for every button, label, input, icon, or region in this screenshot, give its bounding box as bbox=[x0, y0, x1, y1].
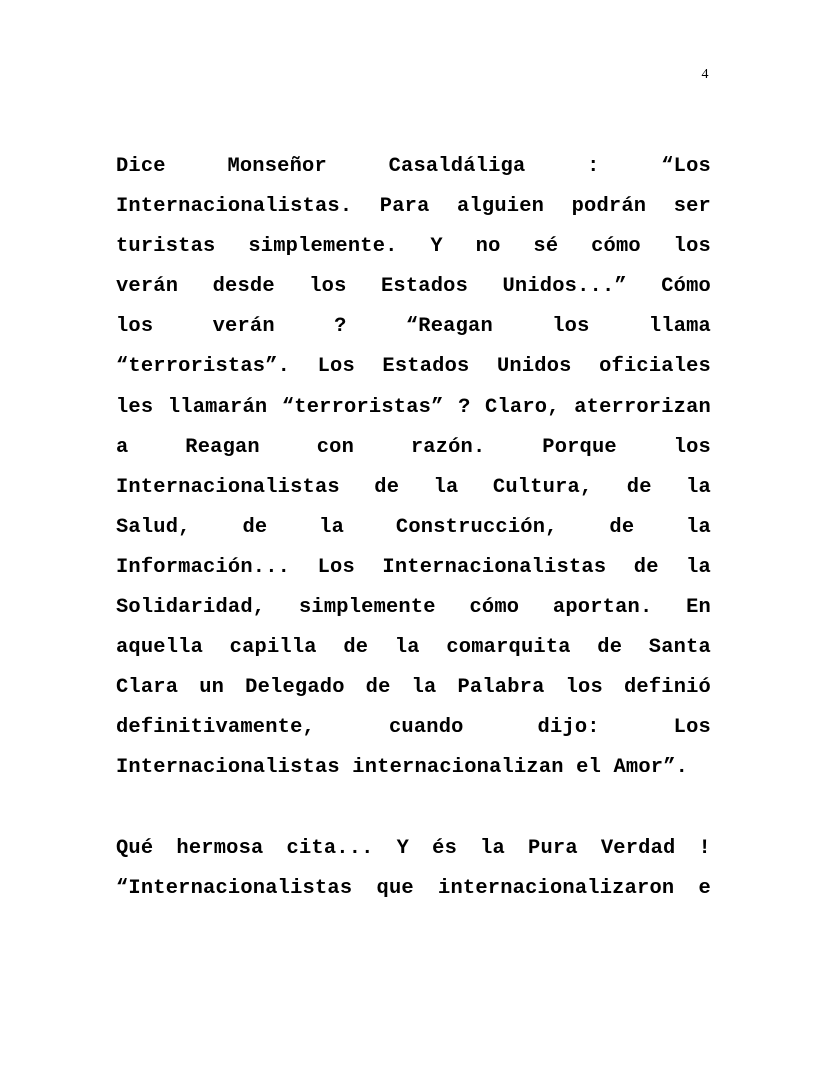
text-line: los verán ? “Reagan los llama bbox=[116, 315, 711, 339]
text-line: Salud, de la Construcción, de la bbox=[116, 515, 711, 539]
text-line: a Reagan con razón. Porque los bbox=[116, 435, 711, 459]
text-line: Clara un Delegado de la Palabra los definió bbox=[116, 676, 711, 700]
text-line: “terroristas”. Los Estados Unidos oficiales bbox=[116, 355, 711, 379]
paragraph-1 bbox=[116, 147, 711, 789]
page-number: 4 bbox=[701, 67, 709, 82]
text-line: Dice Monseñor Casaldáliga : “Los bbox=[116, 155, 711, 178]
text-line: aquella capilla de la comarquita de Santa bbox=[116, 636, 711, 660]
text-line: les llamarán “terroristas” ? Claro, aterrorizan bbox=[116, 395, 711, 419]
text-line: Internacionalistas internacionalizan el Amor”. bbox=[116, 756, 689, 780]
text-line: verán desde los Estados Unidos...” Cómo bbox=[116, 275, 711, 299]
text-line: Qué hermosa cita... Y és la Pura Verdad ! bbox=[116, 837, 711, 860]
text-line: Internacionalistas de la Cultura, de la bbox=[116, 475, 711, 499]
text-line: Internacionalistas. Para alguien podrán ser bbox=[116, 195, 711, 219]
text-line: Solidaridad, simplemente cómo aportan. En bbox=[116, 596, 711, 620]
text-line: turistas simplemente. Y no sé cómo los bbox=[116, 235, 711, 259]
text-line: definitivamente, cuando dijo: Los bbox=[116, 716, 711, 740]
text-line: Información... Los Internacionalistas de la bbox=[116, 555, 711, 579]
text-line: “Internacionalistas que internacionalizaron e bbox=[116, 877, 711, 901]
paragraph-2 bbox=[116, 829, 711, 909]
